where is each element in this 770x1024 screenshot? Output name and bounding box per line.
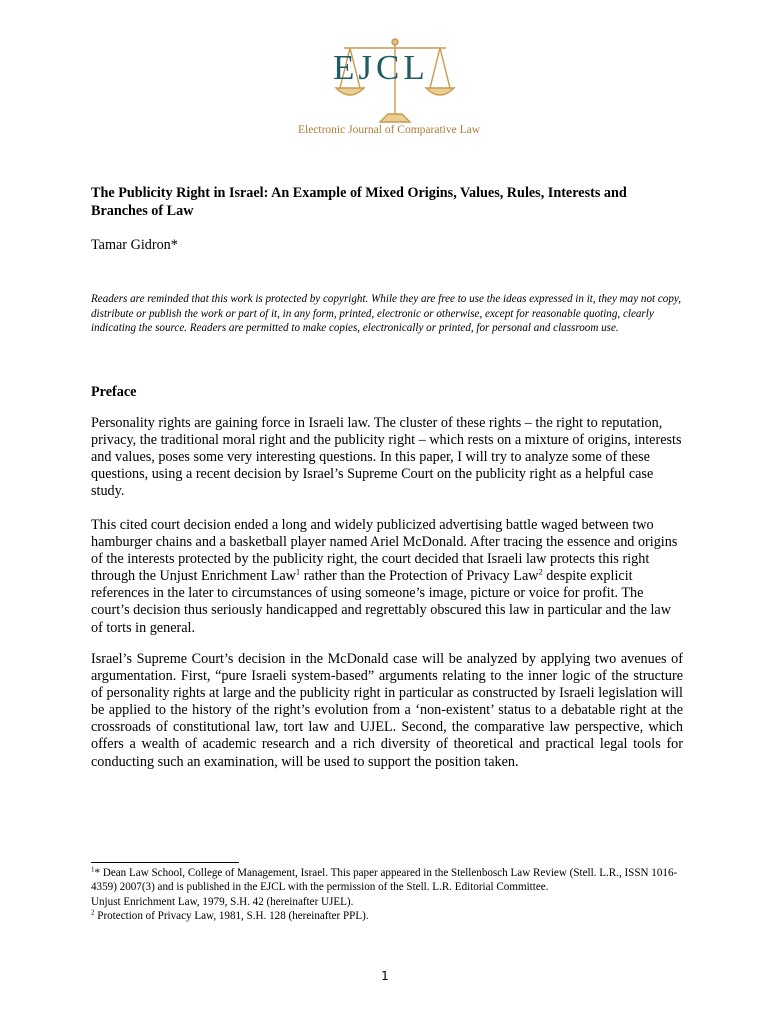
footnote-marker: 1 bbox=[91, 865, 95, 874]
paragraph-2-text-c: despite explicit references in the later to circumstances of using someone’s image, picture or voice for profit. The court’s decision thus seriously handicapped and regrettably obscured this law in particular and the law of torts in general. bbox=[91, 568, 671, 636]
journal-logo-text: EJCL bbox=[333, 48, 429, 87]
footnote-2-text: Protection of Privacy Law, 1981, S.H. 128 (hereinafter PPL). bbox=[94, 910, 369, 923]
footnote-ref-2[interactable]: 2 bbox=[538, 566, 543, 577]
journal-name: Electronic Journal of Comparative Law bbox=[297, 124, 481, 136]
footnote-author bbox=[91, 866, 691, 895]
footnotes bbox=[91, 866, 691, 924]
paragraph-2-text-b: rather than the Protection of Privacy Law bbox=[300, 568, 539, 585]
paragraph-3: Israel’s Supreme Court’s decision in the McDonald case will be analyzed by applying two avenues of argumentation. First, “pure Israeli system-based” arguments relating to the inner logic of the structure of personality rights at large and the publicity right in particular as constructed by Israeli legislation will be applied to the history of the right’s evolution from a ‘non-existent’ status to a debatable right at the crossroads of constitutional law, tort law and UJEL. Second, the comparative law perspective, which offers a wealth of academic research and a rich diversity of theoretical and practical legal tools for conducting such an examination, will be used to support the position taken. bbox=[91, 651, 683, 770]
footnote-author-text: * Dean Law School, College of Management, Israel. This paper appeared in the Stellenbosch Law Review (Stell. L.R., ISSN 1016-4359) 2007(3) and is published in the EJCL with the permission of the Stell. L.R. Editorial Committee. bbox=[91, 867, 678, 894]
page-number: 1 bbox=[381, 969, 389, 983]
article-author: Tamar Gidron* bbox=[91, 237, 178, 253]
article-title: The Publicity Right in Israel: An Example of Mixed Origins, Values, Rules, Interests and Branches of Law bbox=[91, 185, 627, 219]
section-heading: Preface bbox=[91, 384, 137, 400]
footnote-1: Unjust Enrichment Law, 1979, S.H. 42 (hereinafter UJEL). bbox=[91, 895, 354, 908]
paragraph-2 bbox=[91, 517, 683, 637]
footnote-2 bbox=[91, 909, 691, 923]
paragraph-1: Personality rights are gaining force in Israeli law. The cluster of these rights – the right to reputation, privacy, the traditional moral right and the publicity right – which rests on a mixture of origins, interests and values, poses some very interesting questions. In this paper, I will try to analyze some of these questions, using a recent decision by Israel’s Supreme Court on the publicity right as a helpful case study. bbox=[91, 415, 682, 500]
footnote-2-marker: 2 bbox=[91, 908, 95, 917]
copyright-notice: Readers are reminded that this work is protected by copyright. While they are free to use the ideas expressed in it, they may not copy, distribute or publish the work or part of it, in any form, printed, electronic or otherwise, except for reasonable quoting, clearly indicating the source. Readers are permitted to make copies, electronically or printed, for personal and classroom use. bbox=[91, 293, 681, 335]
paragraph-2-text-a: This cited court decision ended a long and widely publicized advertising battle waged between two hamburger chains and a basketball player named Ariel McDonald. After tracing the essence and origins of the interests protected by the publicity right, the court decided that Israeli law protects this right through the Unjust Enrichment Law bbox=[91, 517, 678, 585]
footnote-ref-1[interactable]: 1 bbox=[295, 566, 301, 577]
footnote-separator bbox=[91, 862, 239, 863]
